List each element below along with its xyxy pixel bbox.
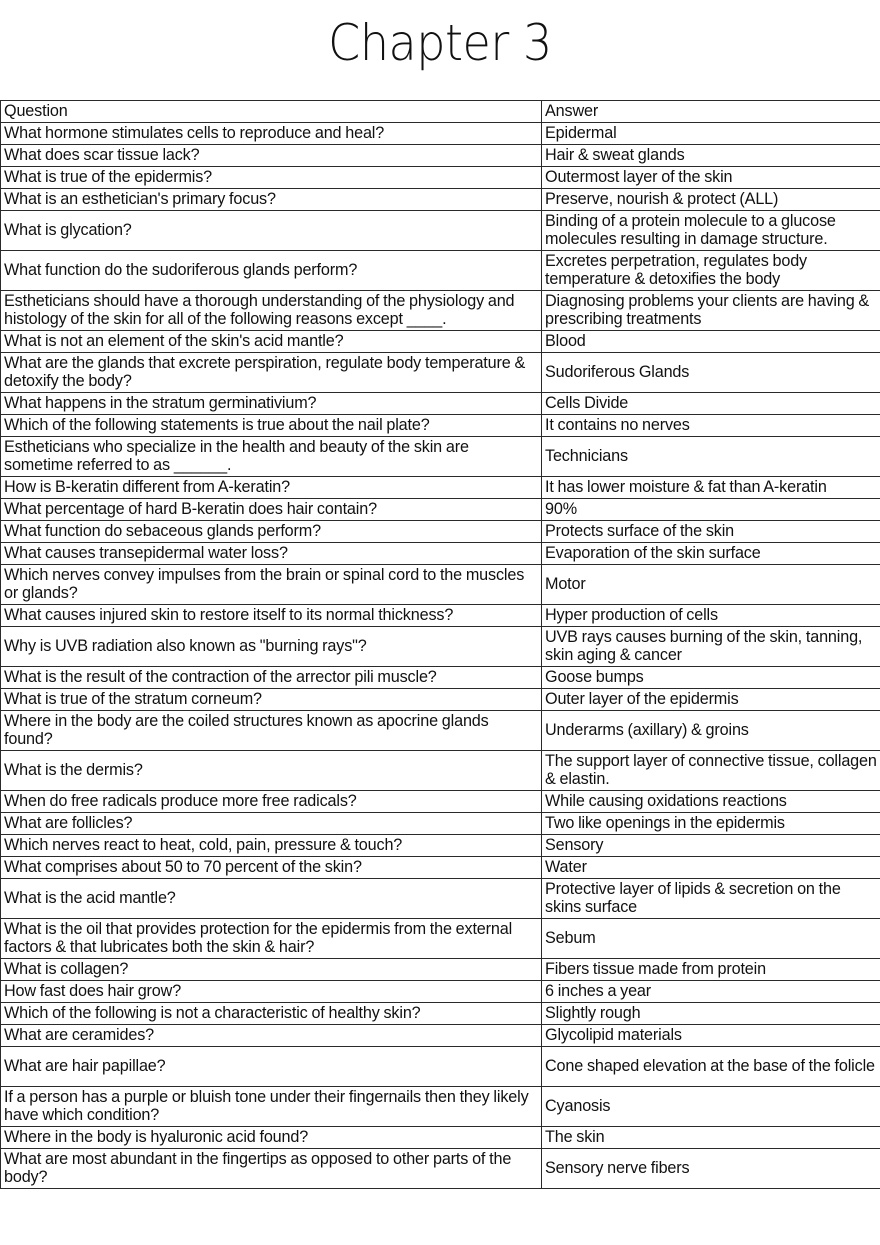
table-row xyxy=(1,123,880,145)
table-row xyxy=(1,353,880,393)
question-cell: When do free radicals produce more free radicals? xyxy=(1,791,542,813)
answer-cell: Evaporation of the skin surface xyxy=(542,543,880,565)
table-row xyxy=(1,331,880,353)
table-row xyxy=(1,959,880,981)
answer-cell: Protective layer of lipids & secretion on the skins surface xyxy=(542,879,880,919)
question-cell: What happens in the stratum germinativium? xyxy=(1,393,542,415)
qa-table-body xyxy=(1,101,880,1189)
answer-cell: Sebum xyxy=(542,919,880,959)
table-row xyxy=(1,415,880,437)
table-row xyxy=(1,1025,880,1047)
table-header-row xyxy=(1,101,880,123)
table-row xyxy=(1,879,880,919)
table-row xyxy=(1,521,880,543)
question-cell: What is not an element of the skin's acid mantle? xyxy=(1,331,542,353)
question-cell: Where in the body is hyaluronic acid found? xyxy=(1,1127,542,1149)
question-cell: What does scar tissue lack? xyxy=(1,145,542,167)
answer-cell: Outer layer of the epidermis xyxy=(542,689,880,711)
question-cell: What percentage of hard B-keratin does hair contain? xyxy=(1,499,542,521)
answer-cell: Cyanosis xyxy=(542,1087,880,1127)
question-cell: What are the glands that excrete perspiration, regulate body temperature & detoxify the body? xyxy=(1,353,542,393)
table-row xyxy=(1,1127,880,1149)
table-row xyxy=(1,477,880,499)
question-cell: What is the acid mantle? xyxy=(1,879,542,919)
question-cell: Why is UVB radiation also known as "burning rays"? xyxy=(1,627,542,667)
table-row xyxy=(1,167,880,189)
question-cell: What is the oil that provides protection for the epidermis from the external factors & that lubricates both the skin & hair? xyxy=(1,919,542,959)
question-cell: If a person has a purple or bluish tone under their fingernails then they likely have which condition? xyxy=(1,1087,542,1127)
table-row xyxy=(1,605,880,627)
table-row xyxy=(1,751,880,791)
table-row xyxy=(1,919,880,959)
answer-cell: Cone shaped elevation at the base of the folicle xyxy=(542,1047,880,1087)
table-row xyxy=(1,189,880,211)
question-cell: What is the result of the contraction of the arrector pili muscle? xyxy=(1,667,542,689)
answer-cell: Sudoriferous Glands xyxy=(542,353,880,393)
question-cell: How fast does hair grow? xyxy=(1,981,542,1003)
question-cell: What are most abundant in the fingertips as opposed to other parts of the body? xyxy=(1,1149,542,1189)
answer-cell: Motor xyxy=(542,565,880,605)
table-row xyxy=(1,1003,880,1025)
answer-cell: 6 inches a year xyxy=(542,981,880,1003)
answer-cell: Epidermal xyxy=(542,123,880,145)
table-row xyxy=(1,711,880,751)
table-row xyxy=(1,1149,880,1189)
answer-cell: Hyper production of cells xyxy=(542,605,880,627)
question-cell: What comprises about 50 to 70 percent of the skin? xyxy=(1,857,542,879)
answer-cell: Binding of a protein molecule to a glucose molecules resulting in damage structure. xyxy=(542,211,880,251)
table-row xyxy=(1,211,880,251)
question-cell: What causes injured skin to restore itself to its normal thickness? xyxy=(1,605,542,627)
table-row xyxy=(1,499,880,521)
answer-cell: Preserve, nourish & protect (ALL) xyxy=(542,189,880,211)
question-cell: What is collagen? xyxy=(1,959,542,981)
table-row xyxy=(1,1087,880,1127)
answer-cell: 90% xyxy=(542,499,880,521)
answer-cell: It contains no nerves xyxy=(542,415,880,437)
table-row xyxy=(1,1047,880,1087)
question-cell: Estheticians should have a thorough understanding of the physiology and histology of the skin for all of the following reasons except ____. xyxy=(1,291,542,331)
question-cell: Which of the following statements is true about the nail plate? xyxy=(1,415,542,437)
answer-cell: While causing oxidations reactions xyxy=(542,791,880,813)
table-row xyxy=(1,627,880,667)
question-cell: What hormone stimulates cells to reproduce and heal? xyxy=(1,123,542,145)
table-row xyxy=(1,813,880,835)
header-question: Question xyxy=(1,101,542,123)
question-cell: Where in the body are the coiled structures known as apocrine glands found? xyxy=(1,711,542,751)
answer-cell: Technicians xyxy=(542,437,880,477)
answer-cell: The skin xyxy=(542,1127,880,1149)
table-row xyxy=(1,835,880,857)
table-row xyxy=(1,543,880,565)
answer-cell: Excretes perpetration, regulates body temperature & detoxifies the body xyxy=(542,251,880,291)
answer-cell: Goose bumps xyxy=(542,667,880,689)
question-cell: What function do the sudoriferous glands perform? xyxy=(1,251,542,291)
answer-cell: Blood xyxy=(542,331,880,353)
question-cell: What are ceramides? xyxy=(1,1025,542,1047)
question-cell: What is the dermis? xyxy=(1,751,542,791)
answer-cell: Diagnosing problems your clients are having & prescribing treatments xyxy=(542,291,880,331)
page-title: Chapter 3 xyxy=(328,14,552,72)
answer-cell: Glycolipid materials xyxy=(542,1025,880,1047)
answer-cell: Outermost layer of the skin xyxy=(542,167,880,189)
table-row xyxy=(1,857,880,879)
question-cell: Estheticians who specialize in the health and beauty of the skin are sometime referred to as ______. xyxy=(1,437,542,477)
question-cell: What is true of the epidermis? xyxy=(1,167,542,189)
header-answer: Answer xyxy=(542,101,880,123)
answer-cell: Sensory xyxy=(542,835,880,857)
answer-cell: Sensory nerve fibers xyxy=(542,1149,880,1189)
answer-cell: It has lower moisture & fat than A-keratin xyxy=(542,477,880,499)
table-row xyxy=(1,667,880,689)
question-cell: What is an esthetician's primary focus? xyxy=(1,189,542,211)
table-row xyxy=(1,393,880,415)
question-cell: What function do sebaceous glands perform? xyxy=(1,521,542,543)
answer-cell: Cells Divide xyxy=(542,393,880,415)
answer-cell: Water xyxy=(542,857,880,879)
answer-cell: Two like openings in the epidermis xyxy=(542,813,880,835)
question-cell: Which nerves react to heat, cold, pain, pressure & touch? xyxy=(1,835,542,857)
answer-cell: The support layer of connective tissue, collagen & elastin. xyxy=(542,751,880,791)
question-cell: What are hair papillae? xyxy=(1,1047,542,1087)
question-cell: Which of the following is not a characteristic of healthy skin? xyxy=(1,1003,542,1025)
question-cell: What is true of the stratum corneum? xyxy=(1,689,542,711)
table-row xyxy=(1,981,880,1003)
table-row xyxy=(1,565,880,605)
table-row xyxy=(1,791,880,813)
answer-cell: Slightly rough xyxy=(542,1003,880,1025)
table-row xyxy=(1,437,880,477)
table-row xyxy=(1,145,880,167)
answer-cell: Protects surface of the skin xyxy=(542,521,880,543)
answer-cell: UVB rays causes burning of the skin, tanning, skin aging & cancer xyxy=(542,627,880,667)
question-cell: What causes transepidermal water loss? xyxy=(1,543,542,565)
question-cell: How is B-keratin different from A-keratin? xyxy=(1,477,542,499)
question-cell: What is glycation? xyxy=(1,211,542,251)
answer-cell: Fibers tissue made from protein xyxy=(542,959,880,981)
table-row xyxy=(1,251,880,291)
answer-cell: Underarms (axillary) & groins xyxy=(542,711,880,751)
question-cell: What are follicles? xyxy=(1,813,542,835)
table-row xyxy=(1,291,880,331)
answer-cell: Hair & sweat glands xyxy=(542,145,880,167)
table-row xyxy=(1,689,880,711)
question-cell: Which nerves convey impulses from the brain or spinal cord to the muscles or glands? xyxy=(1,565,542,605)
qa-table xyxy=(0,100,880,1189)
